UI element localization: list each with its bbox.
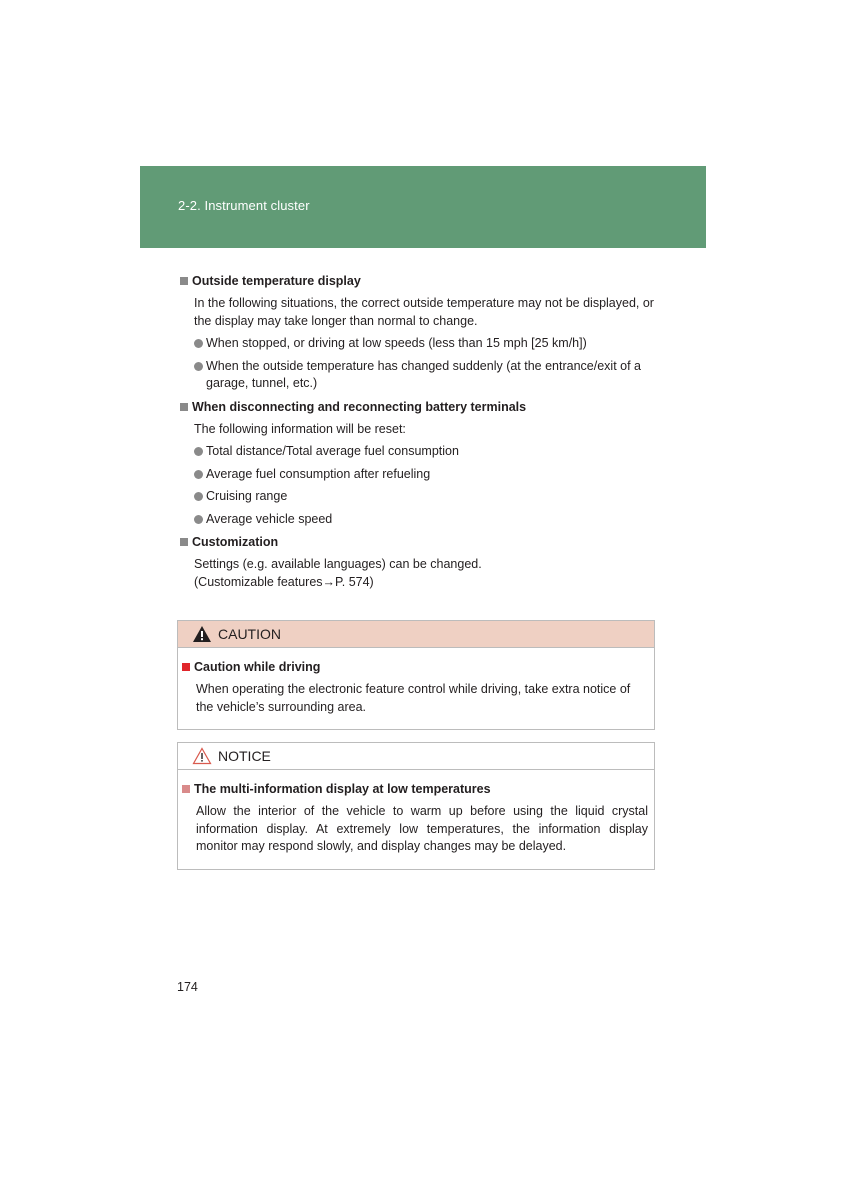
caution-body: [178, 648, 654, 729]
customization-line: Settings (e.g. available languages) can be changed.: [194, 557, 482, 571]
section-heading-battery: When disconnecting and reconnecting battery terminals: [180, 398, 660, 416]
square-bullet-icon: [182, 663, 190, 671]
notice-box: [177, 742, 655, 870]
circle-bullet-icon: [194, 515, 203, 524]
section-intro: The following information will be reset:: [194, 421, 406, 436]
chapter-header-band: [140, 166, 706, 248]
caution-box: [177, 620, 655, 730]
square-bullet-icon: [182, 785, 190, 793]
notice-label: NOTICE: [218, 748, 271, 764]
notice-text: Allow the interior of the vehicle to warm up before using the liquid crystal information display. At extremely low temperatures, the information display monitor may respond slowly, and display changes may be delayed.: [196, 804, 648, 853]
section-heading-outside-temp: Outside temperature display: [180, 272, 660, 290]
caution-text: When operating the electronic feature control while driving, take extra notice of the vehicle’s surrounding area.: [196, 682, 631, 714]
list-item: When stopped, or driving at low speeds (less than 15 mph [25 km/h]): [194, 335, 660, 353]
square-bullet-icon: [180, 538, 188, 546]
main-content: [180, 272, 660, 596]
circle-bullet-icon: [194, 470, 203, 479]
section-heading-customization: Customization: [180, 533, 660, 551]
section-text: [194, 556, 660, 591]
notice-header: [178, 743, 654, 770]
warning-triangle-outline-icon: [192, 747, 212, 765]
circle-bullet-icon: [194, 492, 203, 501]
section-intro: In the following situations, the correct outside temperature may not be displayed, or the display may take longer than normal to change.: [194, 296, 654, 328]
page-number: 174: [177, 980, 198, 994]
warning-triangle-icon: [192, 625, 212, 643]
list-item: Average fuel consumption after refueling: [194, 466, 660, 484]
list-item: When the outside temperature has changed suddenly (at the entrance/exit of a garage, tunnel, etc.): [194, 358, 660, 393]
square-bullet-icon: [180, 277, 188, 285]
list-item: Cruising range: [194, 488, 660, 506]
caution-label: CAUTION: [218, 626, 281, 642]
chapter-title: 2-2. Instrument cluster: [178, 198, 310, 213]
list-item: Total distance/Total average fuel consumption: [194, 443, 660, 461]
notice-body: [178, 770, 654, 869]
list-item: Average vehicle speed: [194, 511, 660, 529]
caution-header: [178, 621, 654, 648]
square-bullet-icon: [180, 403, 188, 411]
circle-bullet-icon: [194, 447, 203, 456]
circle-bullet-icon: [194, 362, 203, 371]
caution-heading: Caution while driving: [182, 658, 654, 676]
customization-reference: (Customizable features→P. 574): [194, 574, 374, 589]
notice-heading: The multi-information display at low temperatures: [182, 780, 654, 798]
circle-bullet-icon: [194, 339, 203, 348]
